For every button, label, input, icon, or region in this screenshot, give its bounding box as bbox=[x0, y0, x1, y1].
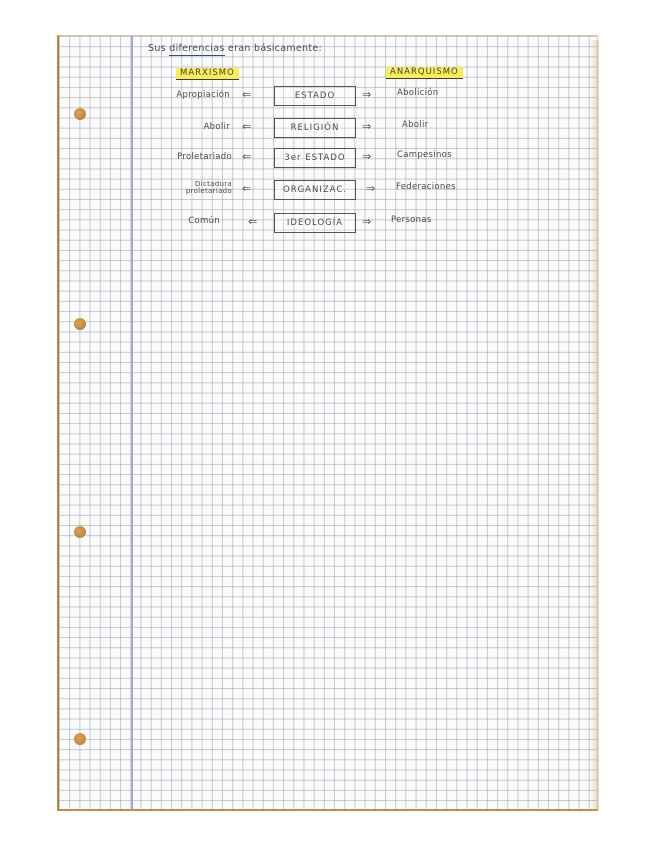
intro-prefix: Sus bbox=[148, 43, 166, 54]
margin-line bbox=[131, 36, 133, 809]
binder-hole bbox=[74, 318, 86, 330]
intro-rest: eran básicamente: bbox=[227, 43, 323, 54]
heading-marxismo: MARXISMO bbox=[176, 68, 239, 80]
concept-box: IDEOLOGÍA bbox=[274, 213, 356, 233]
concept-box: ESTADO bbox=[274, 86, 356, 106]
binder-hole bbox=[74, 108, 86, 120]
row-left-text: Dictadura proletariado bbox=[185, 180, 232, 196]
arrow-right: ⇒ bbox=[362, 120, 372, 133]
row-left-text: Común bbox=[188, 216, 220, 226]
row-right-text: Federaciones bbox=[396, 182, 456, 192]
concept-box: ORGANIZAC. bbox=[274, 180, 356, 200]
intro-line bbox=[148, 44, 322, 54]
concept-box: 3er ESTADO bbox=[274, 148, 356, 168]
heading-anarquismo: ANARQUISMO bbox=[386, 67, 463, 79]
concept-box: RELIGIÓN bbox=[274, 118, 356, 138]
row-right-text: Personas bbox=[391, 215, 432, 225]
row-right-text: Campesinos bbox=[397, 150, 452, 160]
arrow-right: ⇒ bbox=[362, 150, 372, 163]
arrow-right: ⇒ bbox=[362, 215, 372, 228]
arrow-right: ⇒ bbox=[366, 182, 376, 195]
arrow-left: ⇐ bbox=[242, 150, 252, 163]
row-right-text: Abolición bbox=[397, 88, 439, 98]
arrow-right: ⇒ bbox=[362, 88, 372, 101]
arrow-left: ⇐ bbox=[248, 215, 258, 228]
arrow-left: ⇐ bbox=[242, 88, 252, 101]
arrow-left: ⇐ bbox=[242, 120, 252, 133]
row-left-text: Proletariado bbox=[177, 152, 232, 162]
row-right-text: Abolir bbox=[402, 120, 429, 130]
row-left-text: Abolir bbox=[203, 122, 230, 132]
binder-hole bbox=[74, 733, 86, 745]
row-left-text: Apropiación bbox=[176, 90, 230, 100]
arrow-left: ⇐ bbox=[242, 182, 252, 195]
binder-hole bbox=[74, 526, 86, 538]
page-edge-shadow bbox=[590, 40, 599, 811]
intro-highlight: diferencias bbox=[169, 43, 225, 54]
